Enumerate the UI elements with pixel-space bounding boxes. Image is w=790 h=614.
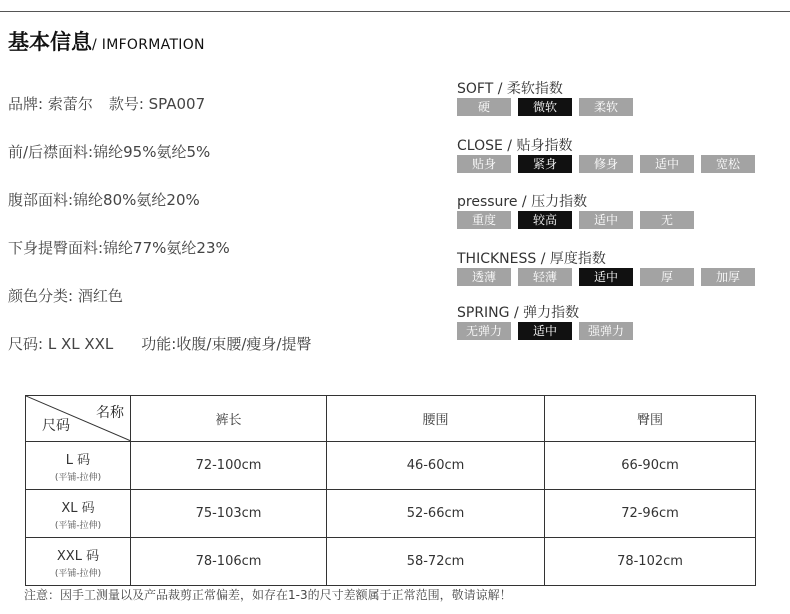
table-cell: 78-106cm	[131, 538, 327, 586]
function-text: 功能:收腹/束腰/瘦身/提臀	[141, 335, 312, 353]
thickness-chip: 透薄	[457, 268, 511, 286]
spring-chip: 适中	[518, 322, 572, 340]
model-text: 款号: SPA007	[108, 95, 206, 113]
soft-chip: 硬	[457, 98, 511, 116]
close-chip: 宽松	[701, 155, 755, 173]
brand-text: 品牌: 索蕾尔	[8, 95, 93, 113]
size-label: XXL 码	[56, 548, 100, 564]
column-header: 腰围	[327, 396, 545, 442]
thickness-chip: 轻薄	[518, 268, 572, 286]
corner-size-label: 尺码	[42, 418, 70, 434]
table-row	[26, 442, 756, 490]
spring-chip: 强弹力	[579, 322, 633, 340]
abdomen-fabric: 腹部面料:锦纶80%氨纶20%	[8, 191, 200, 209]
size-label: XL 码	[61, 500, 95, 516]
size-label: L 码	[65, 452, 91, 468]
table-cell: 58-72cm	[327, 538, 545, 586]
close-index-title: CLOSE / 贴身指数	[457, 138, 573, 154]
size-sublabel: (平铺-拉伸)	[54, 568, 102, 579]
measurement-note: 注意：因手工测量以及产品裁剪正常偏差，如存在1-3的尺寸差额属于正常范围，敬请谅解！	[24, 588, 512, 602]
table-cell: 78-102cm	[545, 538, 756, 586]
table-corner-cell	[26, 396, 131, 442]
pressure-chip: 重度	[457, 211, 511, 229]
sizes-text: 尺码: L XL XXL	[8, 335, 114, 353]
pressure-chip: 无	[640, 211, 694, 229]
size-cell	[26, 490, 131, 538]
section-heading	[8, 26, 205, 56]
size-cell	[26, 442, 131, 490]
top-divider	[0, 11, 790, 12]
close-chip: 紧身	[518, 155, 572, 173]
pressure-chip: 适中	[579, 211, 633, 229]
table-cell: 66-90cm	[545, 442, 756, 490]
close-chip: 适中	[640, 155, 694, 173]
size-cell	[26, 538, 131, 586]
table-row	[26, 538, 756, 586]
thickness-chip: 加厚	[701, 268, 755, 286]
close-chip: 贴身	[457, 155, 511, 173]
table-cell: 52-66cm	[327, 490, 545, 538]
table-cell: 75-103cm	[131, 490, 327, 538]
heading-en: / IMFORMATION	[92, 37, 205, 53]
heading-cn: 基本信息	[8, 30, 92, 54]
thickness-chip: 适中	[579, 268, 633, 286]
pressure-chip: 较高	[518, 211, 572, 229]
spring-index-title: SPRING / 弹力指数	[457, 305, 580, 321]
brand-model-line	[8, 93, 205, 114]
size-sublabel: (平铺-拉伸)	[54, 472, 102, 483]
close-chip: 修身	[579, 155, 633, 173]
table-cell: 72-96cm	[545, 490, 756, 538]
size-sublabel: (平铺-拉伸)	[54, 520, 102, 531]
size-table	[25, 395, 756, 586]
soft-index-title: SOFT / 柔软指数	[457, 81, 563, 97]
table-row	[26, 490, 756, 538]
column-header: 裤长	[131, 396, 327, 442]
color-category: 颜色分类: 酒红色	[8, 287, 123, 305]
lower-fabric: 下身提臀面料:锦纶77%氨纶23%	[8, 239, 230, 257]
spring-chip: 无弹力	[457, 322, 511, 340]
table-cell: 72-100cm	[131, 442, 327, 490]
pressure-index-title: pressure / 压力指数	[457, 194, 588, 210]
thickness-index-title: THICKNESS / 厚度指数	[457, 251, 606, 267]
corner-name-label: 名称	[96, 405, 124, 421]
table-cell: 46-60cm	[327, 442, 545, 490]
column-header: 臀围	[545, 396, 756, 442]
front-back-fabric: 前/后襟面料:锦纶95%氨纶5%	[8, 143, 211, 161]
thickness-chip: 厚	[640, 268, 694, 286]
table-header-row	[26, 396, 756, 442]
soft-chip: 微软	[518, 98, 572, 116]
soft-chip: 柔软	[579, 98, 633, 116]
size-function-line	[8, 333, 311, 354]
